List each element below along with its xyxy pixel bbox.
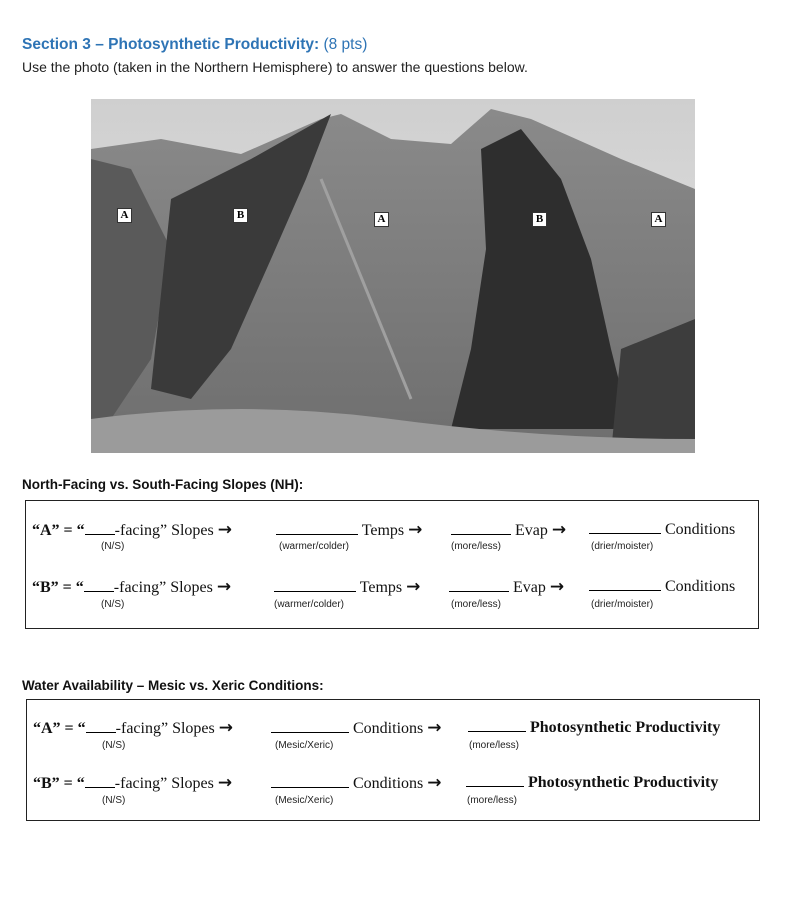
hint-prod: (more/less) bbox=[467, 795, 518, 806]
part1-temp-b bbox=[274, 577, 420, 597]
evap-text: Evap bbox=[515, 522, 548, 539]
ns-blank[interactable] bbox=[85, 521, 115, 535]
productivity-blank[interactable] bbox=[466, 773, 524, 787]
photo-label-b2: B bbox=[532, 212, 547, 227]
part1-cond-a bbox=[589, 520, 735, 539]
right-arrow-icon: → bbox=[216, 577, 232, 597]
part2-heading: Water Availability – Mesic vs. Xeric Conditions: bbox=[22, 678, 324, 693]
right-arrow-icon: → bbox=[218, 718, 233, 738]
facing-text: -facing” Slopes bbox=[114, 522, 214, 539]
part2-prod-b bbox=[466, 773, 718, 792]
hint-prod: (more/less) bbox=[469, 740, 520, 751]
facing-text: -facing” Slopes bbox=[115, 720, 215, 737]
section-title bbox=[22, 36, 367, 54]
ns-blank[interactable] bbox=[86, 719, 116, 733]
hint-temp: (warmer/colder) bbox=[274, 599, 345, 610]
photo-label-a1: A bbox=[117, 208, 132, 223]
conditions-text: Conditions bbox=[665, 521, 736, 538]
right-arrow-icon: → bbox=[217, 520, 232, 540]
temps-text: Temps bbox=[359, 579, 403, 596]
hint-ns: (N/S) bbox=[102, 795, 126, 806]
hint-evap: (more/less) bbox=[451, 599, 502, 610]
instructions: Use the photo (taken in the Northern Hemisphere) to answer the questions below. bbox=[22, 59, 528, 75]
part1-temp-a bbox=[276, 520, 422, 540]
right-arrow-icon: → bbox=[408, 520, 423, 540]
part2-box bbox=[26, 699, 760, 821]
part1-cond-b bbox=[589, 577, 735, 596]
ns-blank[interactable] bbox=[84, 578, 114, 592]
hint-mesic: (Mesic/Xeric) bbox=[275, 740, 334, 751]
temp-blank[interactable] bbox=[276, 521, 358, 535]
mesic-xeric-blank[interactable] bbox=[271, 774, 349, 788]
part2-row-a bbox=[33, 718, 233, 738]
slope-label: “A” = “ bbox=[32, 522, 85, 539]
hillside-image bbox=[91, 99, 695, 453]
hint-cond: (drier/moister) bbox=[591, 541, 654, 552]
photo-label-b1: B bbox=[233, 208, 248, 223]
facing-text: -facing” Slopes bbox=[113, 579, 213, 596]
right-arrow-icon: → bbox=[549, 577, 565, 597]
evap-blank[interactable] bbox=[449, 578, 509, 592]
temps-text: Temps bbox=[361, 522, 405, 539]
right-arrow-icon: → bbox=[427, 718, 442, 738]
section-points: (8 pts) bbox=[323, 36, 368, 53]
hint-cond: (drier/moister) bbox=[591, 599, 654, 610]
right-arrow-icon: → bbox=[427, 773, 442, 793]
conditions-text: Conditions bbox=[353, 775, 424, 792]
hint-ns: (N/S) bbox=[101, 599, 125, 610]
section-title-text: Section 3 – Photosynthetic Productivity: bbox=[22, 36, 320, 53]
right-arrow-icon: → bbox=[551, 520, 567, 540]
part1-row-a bbox=[32, 520, 232, 540]
hint-ns: (N/S) bbox=[101, 541, 125, 552]
productivity-blank[interactable] bbox=[468, 718, 526, 732]
evap-text: Evap bbox=[513, 579, 546, 596]
slope-label: “B” = “ bbox=[33, 775, 85, 792]
photo-label-a3: A bbox=[651, 212, 666, 227]
hint-evap: (more/less) bbox=[451, 541, 502, 552]
part1-box bbox=[25, 500, 759, 629]
ns-blank[interactable] bbox=[85, 774, 115, 788]
hint-mesic: (Mesic/Xeric) bbox=[275, 795, 334, 806]
right-arrow-icon: → bbox=[406, 577, 421, 597]
part2-prod-a bbox=[468, 718, 720, 737]
productivity-text: Photosynthetic Productivity bbox=[530, 719, 721, 736]
hint-ns: (N/S) bbox=[102, 740, 126, 751]
productivity-text: Photosynthetic Productivity bbox=[528, 774, 719, 791]
right-arrow-icon: → bbox=[217, 773, 233, 793]
hint-temp: (warmer/colder) bbox=[279, 541, 350, 552]
slope-label: “A” = “ bbox=[33, 720, 86, 737]
mesic-xeric-blank[interactable] bbox=[271, 719, 349, 733]
part1-heading: North-Facing vs. South-Facing Slopes (NH): bbox=[22, 477, 304, 492]
part1-evap-b bbox=[449, 577, 564, 597]
conditions-text: Conditions bbox=[665, 578, 736, 595]
cond-blank[interactable] bbox=[589, 520, 661, 534]
hillside-photo bbox=[91, 99, 695, 453]
temp-blank[interactable] bbox=[274, 578, 356, 592]
cond-blank[interactable] bbox=[589, 577, 661, 591]
part2-cond-b bbox=[271, 773, 441, 793]
part2-row-b bbox=[33, 773, 232, 793]
part1-evap-a bbox=[451, 520, 566, 540]
facing-text: -facing” Slopes bbox=[114, 775, 214, 792]
part2-cond-a bbox=[271, 718, 441, 738]
photo-label-a2: A bbox=[374, 212, 389, 227]
conditions-text: Conditions bbox=[353, 720, 424, 737]
evap-blank[interactable] bbox=[451, 521, 511, 535]
part1-row-b bbox=[32, 577, 231, 597]
slope-label: “B” = “ bbox=[32, 579, 84, 596]
